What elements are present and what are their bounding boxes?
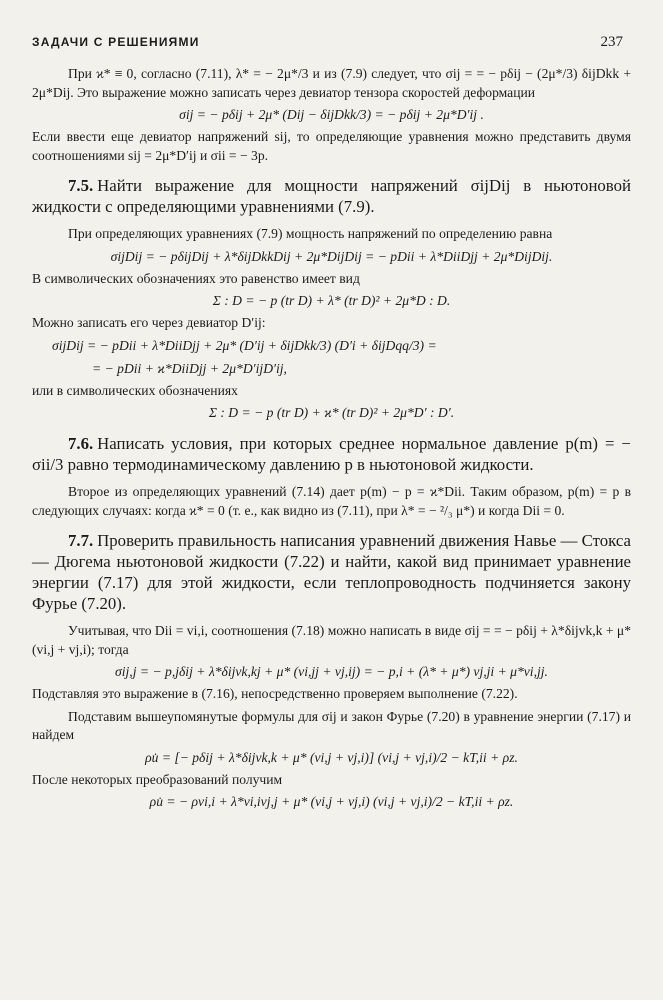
problem-heading-7-7 (32, 530, 631, 614)
page-number: 237 (600, 34, 623, 50)
problem-heading-7-5 (32, 175, 631, 217)
equation: σij = − pδij + 2μ* (Dij − δijDkk/3) = − pδij + 2μ*D′ij . (179, 107, 484, 122)
paragraph: Подставим вышеупомянутые формулы для σij и закон Фурье (7.20) в уравнение энергии (7.17) и найдем (32, 708, 631, 742)
paragraph: Если ввести еще девиатор напряжений sij, то определяющие уравнения можно представить двумя соотношениями sij = 2μ*D′ij и σii = − 3p. (32, 129, 631, 163)
equation: Σ : D = − p (tr D) + λ* (tr D)² + 2μ*D : D. (212, 293, 451, 308)
problem-number: 7.6. (68, 434, 94, 453)
equation: ρu̇ = − ρvi,i + λ*vi,ivj,j + μ* (vi,j + vj,i) (vi,j + vj,i)/2 − kT,ii + ρz. (149, 794, 514, 809)
paragraph: Учитывая, что Dii = vi,i, соотношения (7.18) можно написать в виде σij = = − pδij + λ*δijvk,k + μ* (vi,j + vj,i); тогда (32, 623, 631, 657)
paragraph: или в символических обозначениях (32, 382, 238, 398)
equation: σijDij = − pDii + λ*DiiDjj + 2μ* (D′ij + δijDkk/3) (D′i + δijDqq/3) = (52, 337, 437, 353)
problem-number: 7.5. (68, 176, 94, 195)
paragraph: При определяющих уравнениях (7.9) мощность напряжений по определению равна (68, 226, 553, 241)
equation: Σ : D = − p (tr D) + ϰ* (tr D)² + 2μ*D′ : D′. (208, 405, 455, 420)
problem-statement: Найти выражение для мощности напряжений σijDij в ньютоновой жидкости с определяющими уравнениями (7.9). (32, 176, 631, 216)
equation: σijDij = − pδijDij + λ*δijDkkDij + 2μ*DijDij = − pDii + λ*DiiDjj + 2μ*DijDij. (110, 248, 553, 264)
running-head (32, 34, 631, 51)
equation: σij,j = − p,jδij + λ*δijvk,kj + μ* (vi,jj + vj,ij) = − p,i + (λ* + μ*) vj,ji + μ*vi,jj. (115, 664, 548, 679)
paragraph: После некоторых преобразований получим (32, 771, 283, 787)
paragraph: Подставляя это выражение в (7.16), непосредственно проверяем выполнение (7.22). (32, 686, 518, 701)
paragraph: Можно записать его через девиатор D′ij: (32, 315, 266, 330)
paragraph: Второе из определяющих уравнений (7.14) дает p(m) − p = ϰ*Dii. Таким образом, p(m) = p в следующих случаях: когда ϰ* = 0 (т. е., как видно из (7.11), при λ* = − ²/₃ μ*) и когда Dii = 0. (32, 484, 631, 518)
equation: = − pDii + ϰ*DiiDjj + 2μ*D′ijD′ij, (92, 360, 287, 376)
problem-heading-7-6 (32, 433, 631, 475)
paragraph: В символических обозначениях это равенство имеет вид (32, 270, 360, 286)
problem-statement: Написать условия, при которых среднее нормальное давление p(m) = − σii/3 равно термодинамическому давлению p в ньютоновой жидкости. (32, 434, 631, 474)
paragraph: При ϰ* ≡ 0, согласно (7.11), λ* = − 2μ*/3 и из (7.9) следует, что σij = = − pδij − (2μ*/3) δijDkk + 2μ*Dij. Это выражение можно записать через девиатор тензора скоростей деформации (32, 66, 631, 100)
equation: ρu̇ = [− pδij + λ*δijvk,k + μ* (vi,j + vj,i)] (vi,j + vj,i)/2 − kT,ii + ρz. (145, 749, 518, 765)
problem-number: 7.7. (68, 531, 94, 550)
running-title: ЗАДАЧИ С РЕШЕНИЯМИ (32, 35, 200, 49)
problem-statement: Проверить правильность написания уравнений движения Навье — Стокса — Дюгема ньютоновой жидкости (7.22) и найти, какой вид принимает уравнение энергии (7.17) для этой жидкости, если теплопроводность подчиняется закону Фурье (7.20). (32, 531, 631, 613)
